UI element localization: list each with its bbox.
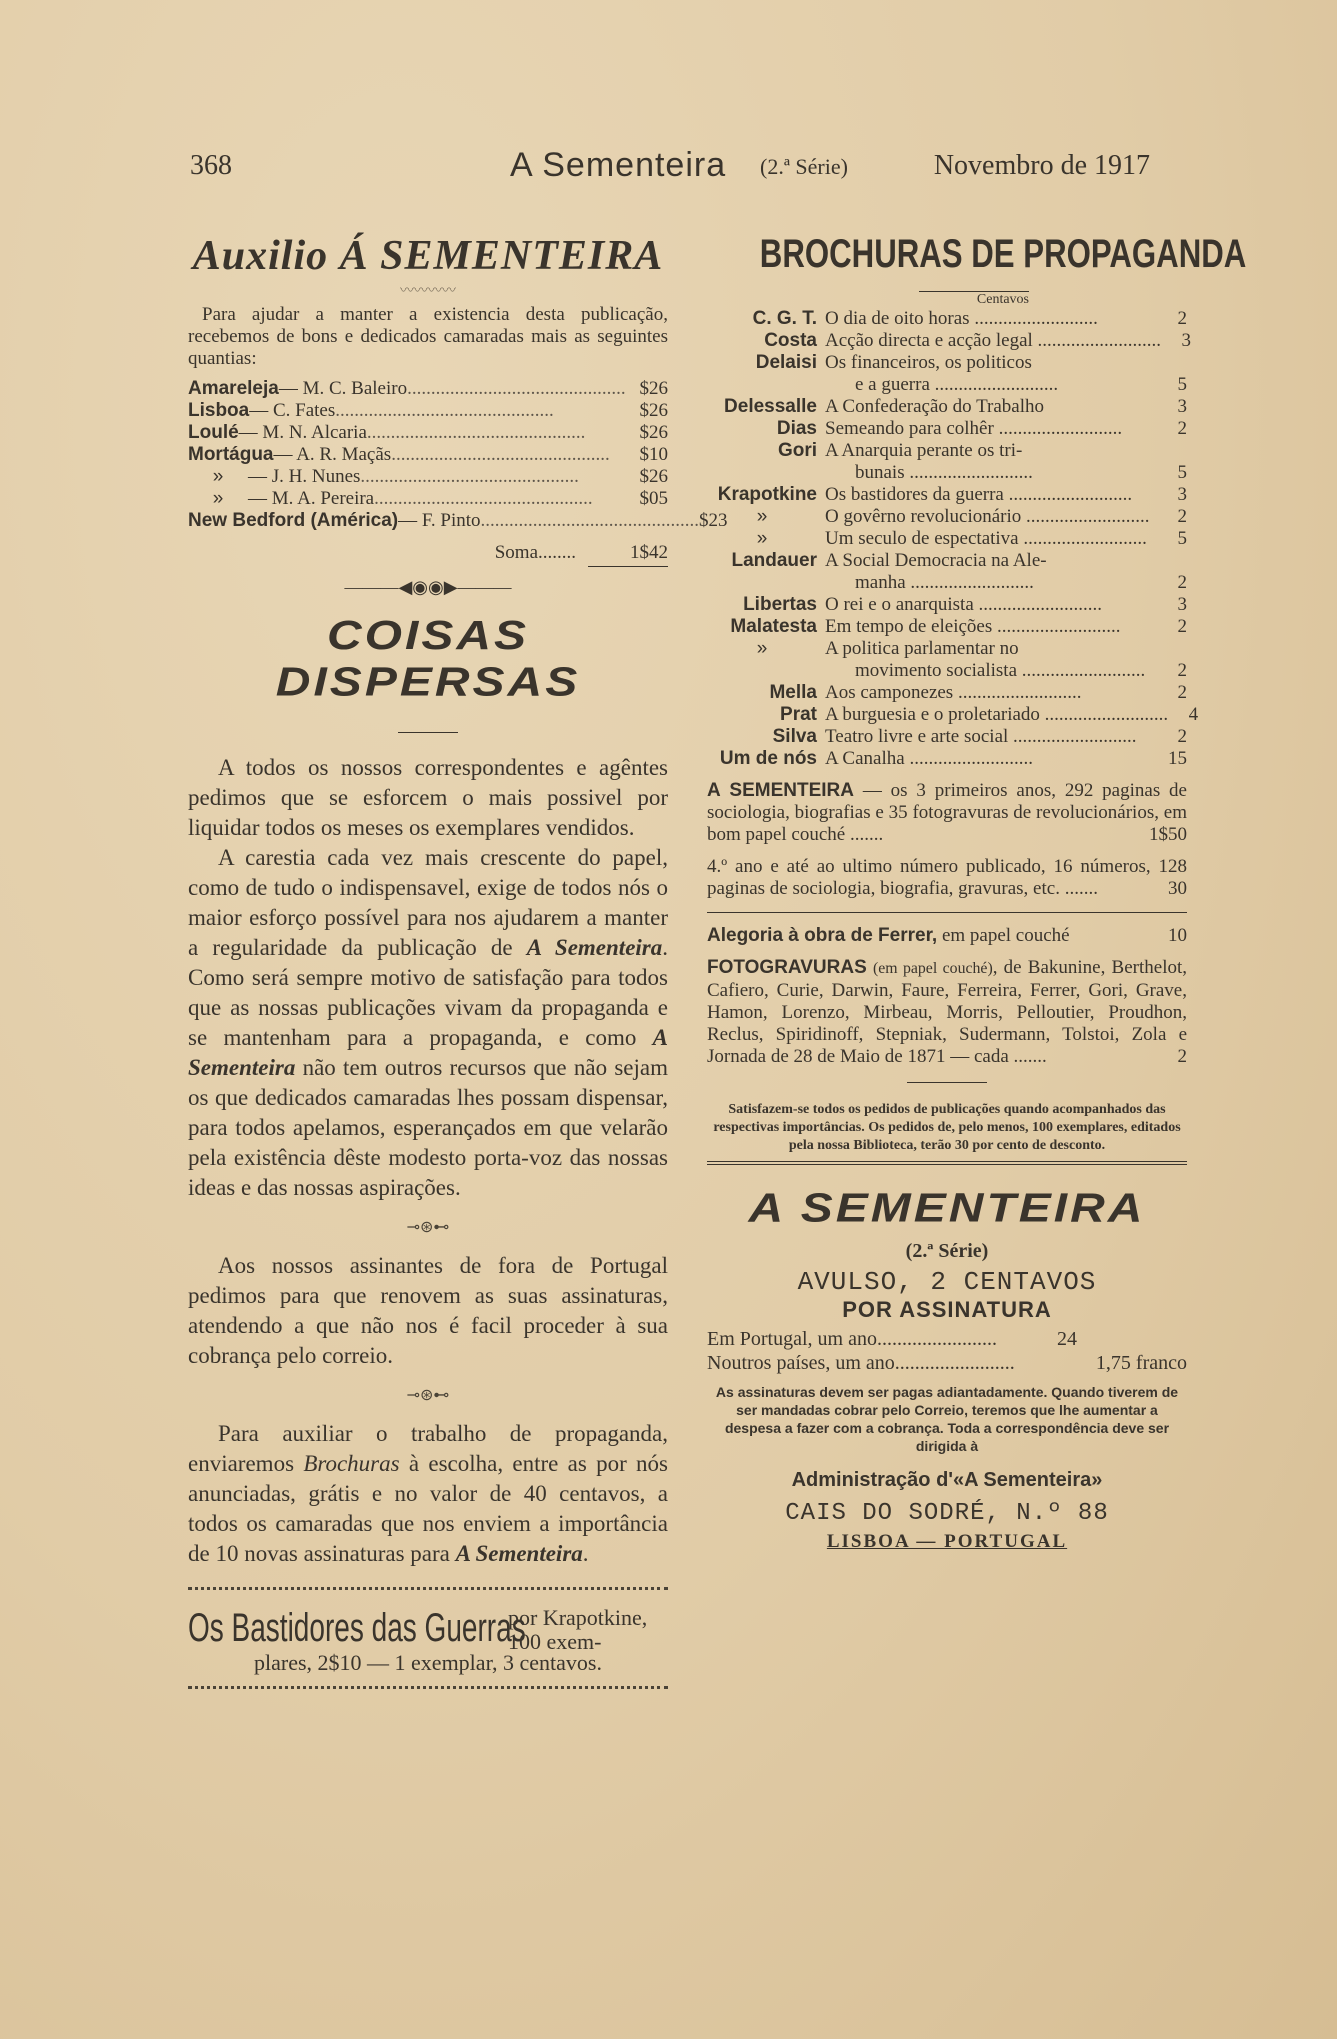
alegoria-item: Alegoria à obra de Ferrer, em papel couché 10 <box>707 925 1187 946</box>
coisas-title: COISAS DISPERSAS <box>275 613 581 705</box>
donor-row: » — M. A. Pereira .............................................. $05 <box>212 488 668 509</box>
right-column <box>707 232 1247 1553</box>
administration: Administração d'«A Sementeira» <box>791 1469 1103 1491</box>
short-rule <box>398 732 458 733</box>
list-item: bunais .......................... 5 <box>855 462 1187 483</box>
subscription-note: As assinaturas devem ser pagas adiantadamente. Quando tiverem de ser mandadas cobrar pelo Correio, teremos que lhe aumentar a despesa a fazer com a cobrança. Toda a correspondência deve ser dirigida à <box>715 1384 1179 1454</box>
list-item: Costa Acção directa e acção legal .......................... 3 <box>764 330 1192 351</box>
double-rule <box>707 1161 1187 1165</box>
bastidores-ad <box>188 1606 668 1654</box>
page-number: 368 <box>190 150 232 181</box>
coisas-paragraph-3: Aos nossos assinantes de fora de Portugal pedimos para que renovem as suas assinaturas, atendendo a que não nos é facil proceder à sua cobrança pelo correio. <box>188 1253 668 1368</box>
list-item: Mella Aos camponezes .......................... 2 <box>769 682 1187 703</box>
subscription-title: A SEMENTEIRA <box>748 1185 1146 1232</box>
brochuras-title: BROCHURAS DE PROPAGANDA <box>759 232 1247 276</box>
dotted-border <box>188 1686 668 1699</box>
city: LISBOA — PORTUGAL <box>826 1531 1068 1552</box>
list-item: Krapotkine Os bastidores da guerra .......................... 3 <box>717 484 1187 505</box>
donation-total: Soma ........ 1$42 <box>188 540 668 567</box>
auxilio-intro: Para ajudar a manter a existencia desta publicação, recebemos de bons e dedicados camaradas mais as seguintes quantias: <box>188 304 668 369</box>
list-item: Dias Semeando para colhêr .......................... 2 <box>776 418 1187 439</box>
issue-date: Novembro de 1917 <box>933 150 1150 181</box>
squiggle-ornament: 〰〰〰〰 <box>400 284 456 299</box>
list-item: Silva Teatro livre e arte social .......................... 2 <box>772 726 1187 747</box>
subscription-heading: POR ASSINATURA <box>842 1297 1052 1322</box>
list-item: movimento socialista .......................... 2 <box>855 660 1187 681</box>
list-item: manha .......................... 2 <box>855 572 1187 593</box>
rule <box>707 912 1187 913</box>
donor-row: Lisboa — C. Fates .............................................. $26 <box>188 400 668 421</box>
coisas-paragraph-2: A carestia cada vez mais crescente do papel, como de tudo o indispensavel, exige de todos nós o maior esforço possível para nos ajudarem a manter a regularidade da publicação de A Sementeira. Como será sempre motivo de satisfação para todos que as nossas publicações vivam da propaganda e se mantenham para a propaganda, e como A Sementeira não tem outros recursos que não sejam os que dedicados camaradas lhes possam dispensar, para todos apelamos, esperançados em que velarão pela existência dêste modesto porta-voz das nossas ideas e das nossas aspirações. <box>188 845 668 1200</box>
donor-row: » — J. H. Nunes .............................................. $26 <box>212 466 668 487</box>
total-amount: 1$42 <box>588 540 668 567</box>
list-item: » O govêrno revolucionário .......................... 2 <box>756 506 1187 527</box>
address: CAIS DO SODRÉ, N.º 88 <box>785 1500 1109 1527</box>
short-rule <box>907 1082 987 1083</box>
fotogravuras-item: FOTOGRAVURAS (em papel couché), de Bakunine, Berthelot, Cafiero, Curie, Darwin, Faure, Ferreira, Ferrer, Gori, Grave, Hamon, Lorenzo, Mirbeau, Morris, Pelloutier, Proudhon, Reclus, Spiridinoff, Stepniak, Sudermann, Tolstoi, Zola e Jornada de 28 de Maio de 1871 — cada ....... 2 <box>707 957 1188 1067</box>
list-item: » A politica parlamentar no <box>756 638 1019 659</box>
divider-ornament: ———◀◉◉▶——— <box>344 577 512 597</box>
price-abroad: Noutros países, um ano ........................ 1,75 franco <box>707 1352 1187 1374</box>
list-item: Landauer A Social Democracia na Ale- <box>731 550 1047 571</box>
donor-row: Loulé — M. N. Alcaria .............................................. $26 <box>188 422 668 443</box>
masthead-title: A Sementeira <box>510 146 727 184</box>
subscription-series: (2.ª Série) <box>905 1240 989 1262</box>
list-item: Gori A Anarquia perante os tri- <box>777 440 1023 461</box>
left-column <box>188 232 728 1699</box>
sementeira-4th-year: 4.º ano e até ao ultimo número publicado, 16 números, 128 paginas de sociologia, biografia, gravuras, etc. ....... 30 <box>707 856 1187 899</box>
unit-label: Centavos <box>919 291 1029 308</box>
donor-row: Mortágua — A. R. Maçãs .............................................. $10 <box>188 444 668 465</box>
list-item: e a guerra .......................... 5 <box>855 374 1187 395</box>
series-label: (2.ª Série) <box>760 154 848 179</box>
donor-row: Amareleja — M. C. Baleiro .............................................. $26 <box>188 378 668 399</box>
list-item: C. G. T. O dia de oito horas .......................... 2 <box>752 308 1187 329</box>
list-item: Delaisi Os financeiros, os politicos <box>755 352 1032 373</box>
list-item: Delessalle A Confederação do Trabalho 3 <box>724 396 1187 417</box>
coisas-paragraph-4: Para auxiliar o trabalho de propaganda, enviaremos Brochuras à escolha, entre as por nós anunciadas, grátis e no valor de 40 centavos, a todos os camaradas que nos enviem a importância de 10 novas assinaturas para A Sementeira. <box>188 1421 668 1566</box>
total-label: Soma <box>494 542 538 563</box>
divider-ornament: ⊸⊛⊷ <box>406 1219 450 1236</box>
list-item: » Um seculo de espectativa .......................... 5 <box>756 528 1187 549</box>
list-item: Malatesta Em tempo de eleições .......................... 2 <box>730 616 1187 637</box>
bastidores-by: por Krapotkine, 100 exem- <box>508 1605 648 1654</box>
price-portugal: Em Portugal, um ano ........................ 24 <box>707 1328 1077 1350</box>
auxilio-title: Auxilio Á SEMENTEIRA <box>192 233 664 279</box>
list-item: Libertas O rei e o anarquista .......................... 3 <box>743 594 1187 615</box>
orders-note: Satisfazem-se todos os pedidos de publicações quando acompanhados das respectivas importâncias. Os pedidos de, pelo menos, 100 exemplares, editados pela nossa Biblioteca, terão 30 por cento de desconto. <box>713 1102 1181 1153</box>
page-header <box>190 146 1150 190</box>
list-item: Prat A burguesia e o proletariado .......................... 4 <box>780 704 1199 725</box>
bastidores-price: plares, 2$10 — 1 exemplar, 3 centavos. <box>254 1650 602 1675</box>
list-item: Um de nós A Canalha .......................... 15 <box>719 748 1187 769</box>
donor-list <box>188 378 728 532</box>
donor-row: New Bedford (América) — F. Pinto .............................................. $23 <box>188 510 728 531</box>
dotted-border <box>188 1587 668 1600</box>
coisas-paragraph-1: A todos os nossos correspondentes e agêntes pedimos que se esforcem o mais possivel por liquidar todos os meses os exemplares vendidos. <box>188 755 668 840</box>
brochure-list <box>707 308 1199 770</box>
bastidores-title: Os Bastidores das Guerras <box>188 1606 526 1650</box>
single-copy-price: AVULSO, 2 CENTAVOS <box>797 1267 1097 1297</box>
divider-ornament: ⊸⊛⊷ <box>406 1387 450 1404</box>
sementeira-collection: A SEMENTEIRA — os 3 primeiros anos, 292 paginas de sociologia, biografias e 35 fotogravuras de revolucionários, em bom papel couché ....... 1$50 <box>707 780 1187 845</box>
